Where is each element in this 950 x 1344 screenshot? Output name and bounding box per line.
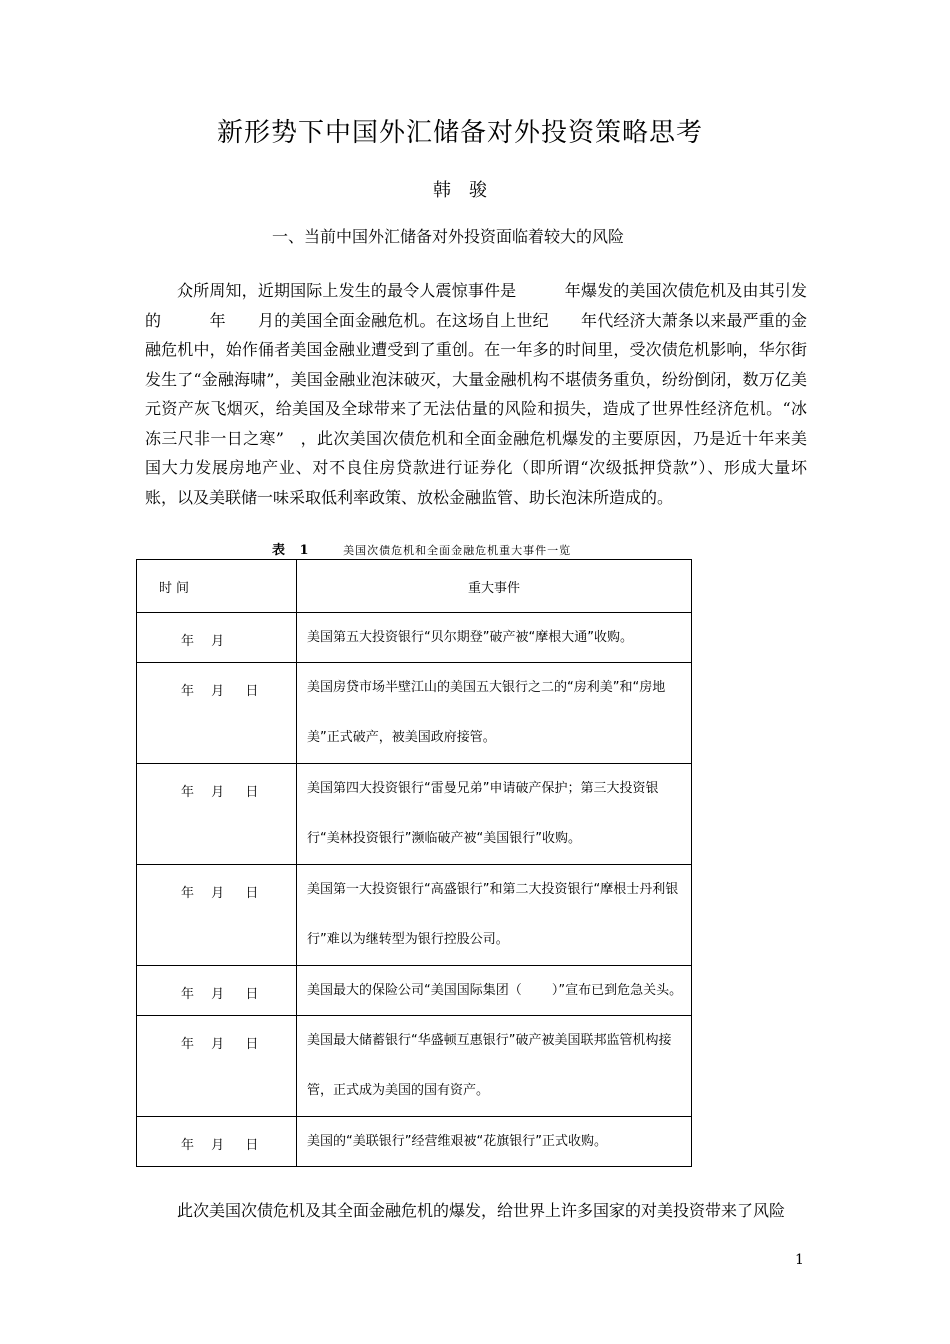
time-cell: 年 月 日 [137, 865, 297, 966]
event-text: 美国第四大投资银行“雷曼兄弟”申请破产保护；第三大投资银行“美林投资银行”濒临破产被“美国银行”收购。 [307, 781, 659, 846]
header-event: 重大事件 [297, 560, 692, 613]
table-row [137, 613, 692, 663]
event-text: 美国第一大投资银行“高盛银行”和第二大投资银行“摩根士丹利银行”难以为继转型为银行控股公司。 [307, 882, 679, 947]
table-row [137, 764, 692, 865]
page-number: 1 [795, 1252, 804, 1268]
event-cell [297, 865, 692, 966]
table-row [137, 1117, 692, 1167]
table-caption-prefix: 表 [272, 543, 286, 558]
event-cell [297, 613, 692, 663]
body-paragraph-1: 众所周知，近期国际上发生的最令人震惊事件是 年爆发的美国次债危机及由其引发的 年 月的美国全面金融危机。在这场自上世纪 年代经济大萧条以来最严重的金融危机中，始作俑者美国金融业遭受到了重创。在一年多的时间里，受次债危机影响，华尔街发生了“金融海啸”，美国金融业泡沫破灭，大量金融机构不堪债务重负，纷纷倒闭，数万亿美元资产灰飞烟灭，给美国及全球带来了无法估量的风险和损失，造成了世界性经济危机。“冰冻三尺非一日之寒” ，此次美国次债危机和全面金融危机爆发的主要原因，乃是近十年来美国大力发展房地产业、对不良住房贷款进行证券化（即所谓“次级抵押贷款”）、形成大量坏账，以及美联储一味采取低利率政策、放松金融监管、助长泡沫所造成的。 [145, 281, 807, 507]
table-caption [272, 539, 571, 558]
body-paragraph-2: 此次美国次债危机及其全面金融危机的爆发，给世界上许多国家的对美投资带来了风险 [177, 1201, 786, 1220]
event-cell [297, 764, 692, 865]
event-text: 美国房贷市场半壁江山的美国五大银行之二的“房利美”和“房地美”正式破产，被美国政府接管。 [307, 680, 666, 745]
event-cell [297, 966, 692, 1016]
time-cell: 年 月 日 [137, 966, 297, 1016]
table-caption-text: 美国次债危机和全面金融危机重大事件一览 [343, 544, 572, 557]
table-row [137, 1016, 692, 1117]
document-title: 新形势下中国外汇储备对外投资策略思考 [216, 118, 703, 148]
time-cell: 年 月 日 [137, 764, 297, 865]
event-text: 美国第五大投资银行“贝尔期登”破产被“摩根大通”收购。 [307, 630, 633, 645]
time-cell: 年 月 日 [137, 1016, 297, 1117]
table-header-row [137, 560, 692, 613]
event-cell [297, 1117, 692, 1167]
event-text: 美国最大储蓄银行“华盛顿互惠银行”破产被美国联邦监管机构接管，正式成为美国的国有资产。 [307, 1033, 672, 1098]
event-cell [297, 663, 692, 764]
time-cell: 年 月 日 [137, 1117, 297, 1167]
event-cell [297, 1016, 692, 1117]
event-text: 美国的“美联银行”经营维艰被“花旗银行”正式收购。 [307, 1134, 607, 1149]
header-time: 时间 [137, 560, 297, 613]
table-caption-number: 1 [299, 543, 309, 558]
time-cell: 年 月 [137, 613, 297, 663]
section-heading: 一、当前中国外汇储备对外投资面临着较大的风险 [272, 227, 625, 246]
event-text: 美国最大的保险公司“美国国际集团（ ）”宣布已到危急关头。 [307, 983, 683, 998]
table-row [137, 663, 692, 764]
events-table [136, 559, 692, 1167]
author-name: 韩 骏 [433, 180, 487, 201]
table-row [137, 865, 692, 966]
table-row [137, 966, 692, 1016]
time-cell: 年 月 日 [137, 663, 297, 764]
